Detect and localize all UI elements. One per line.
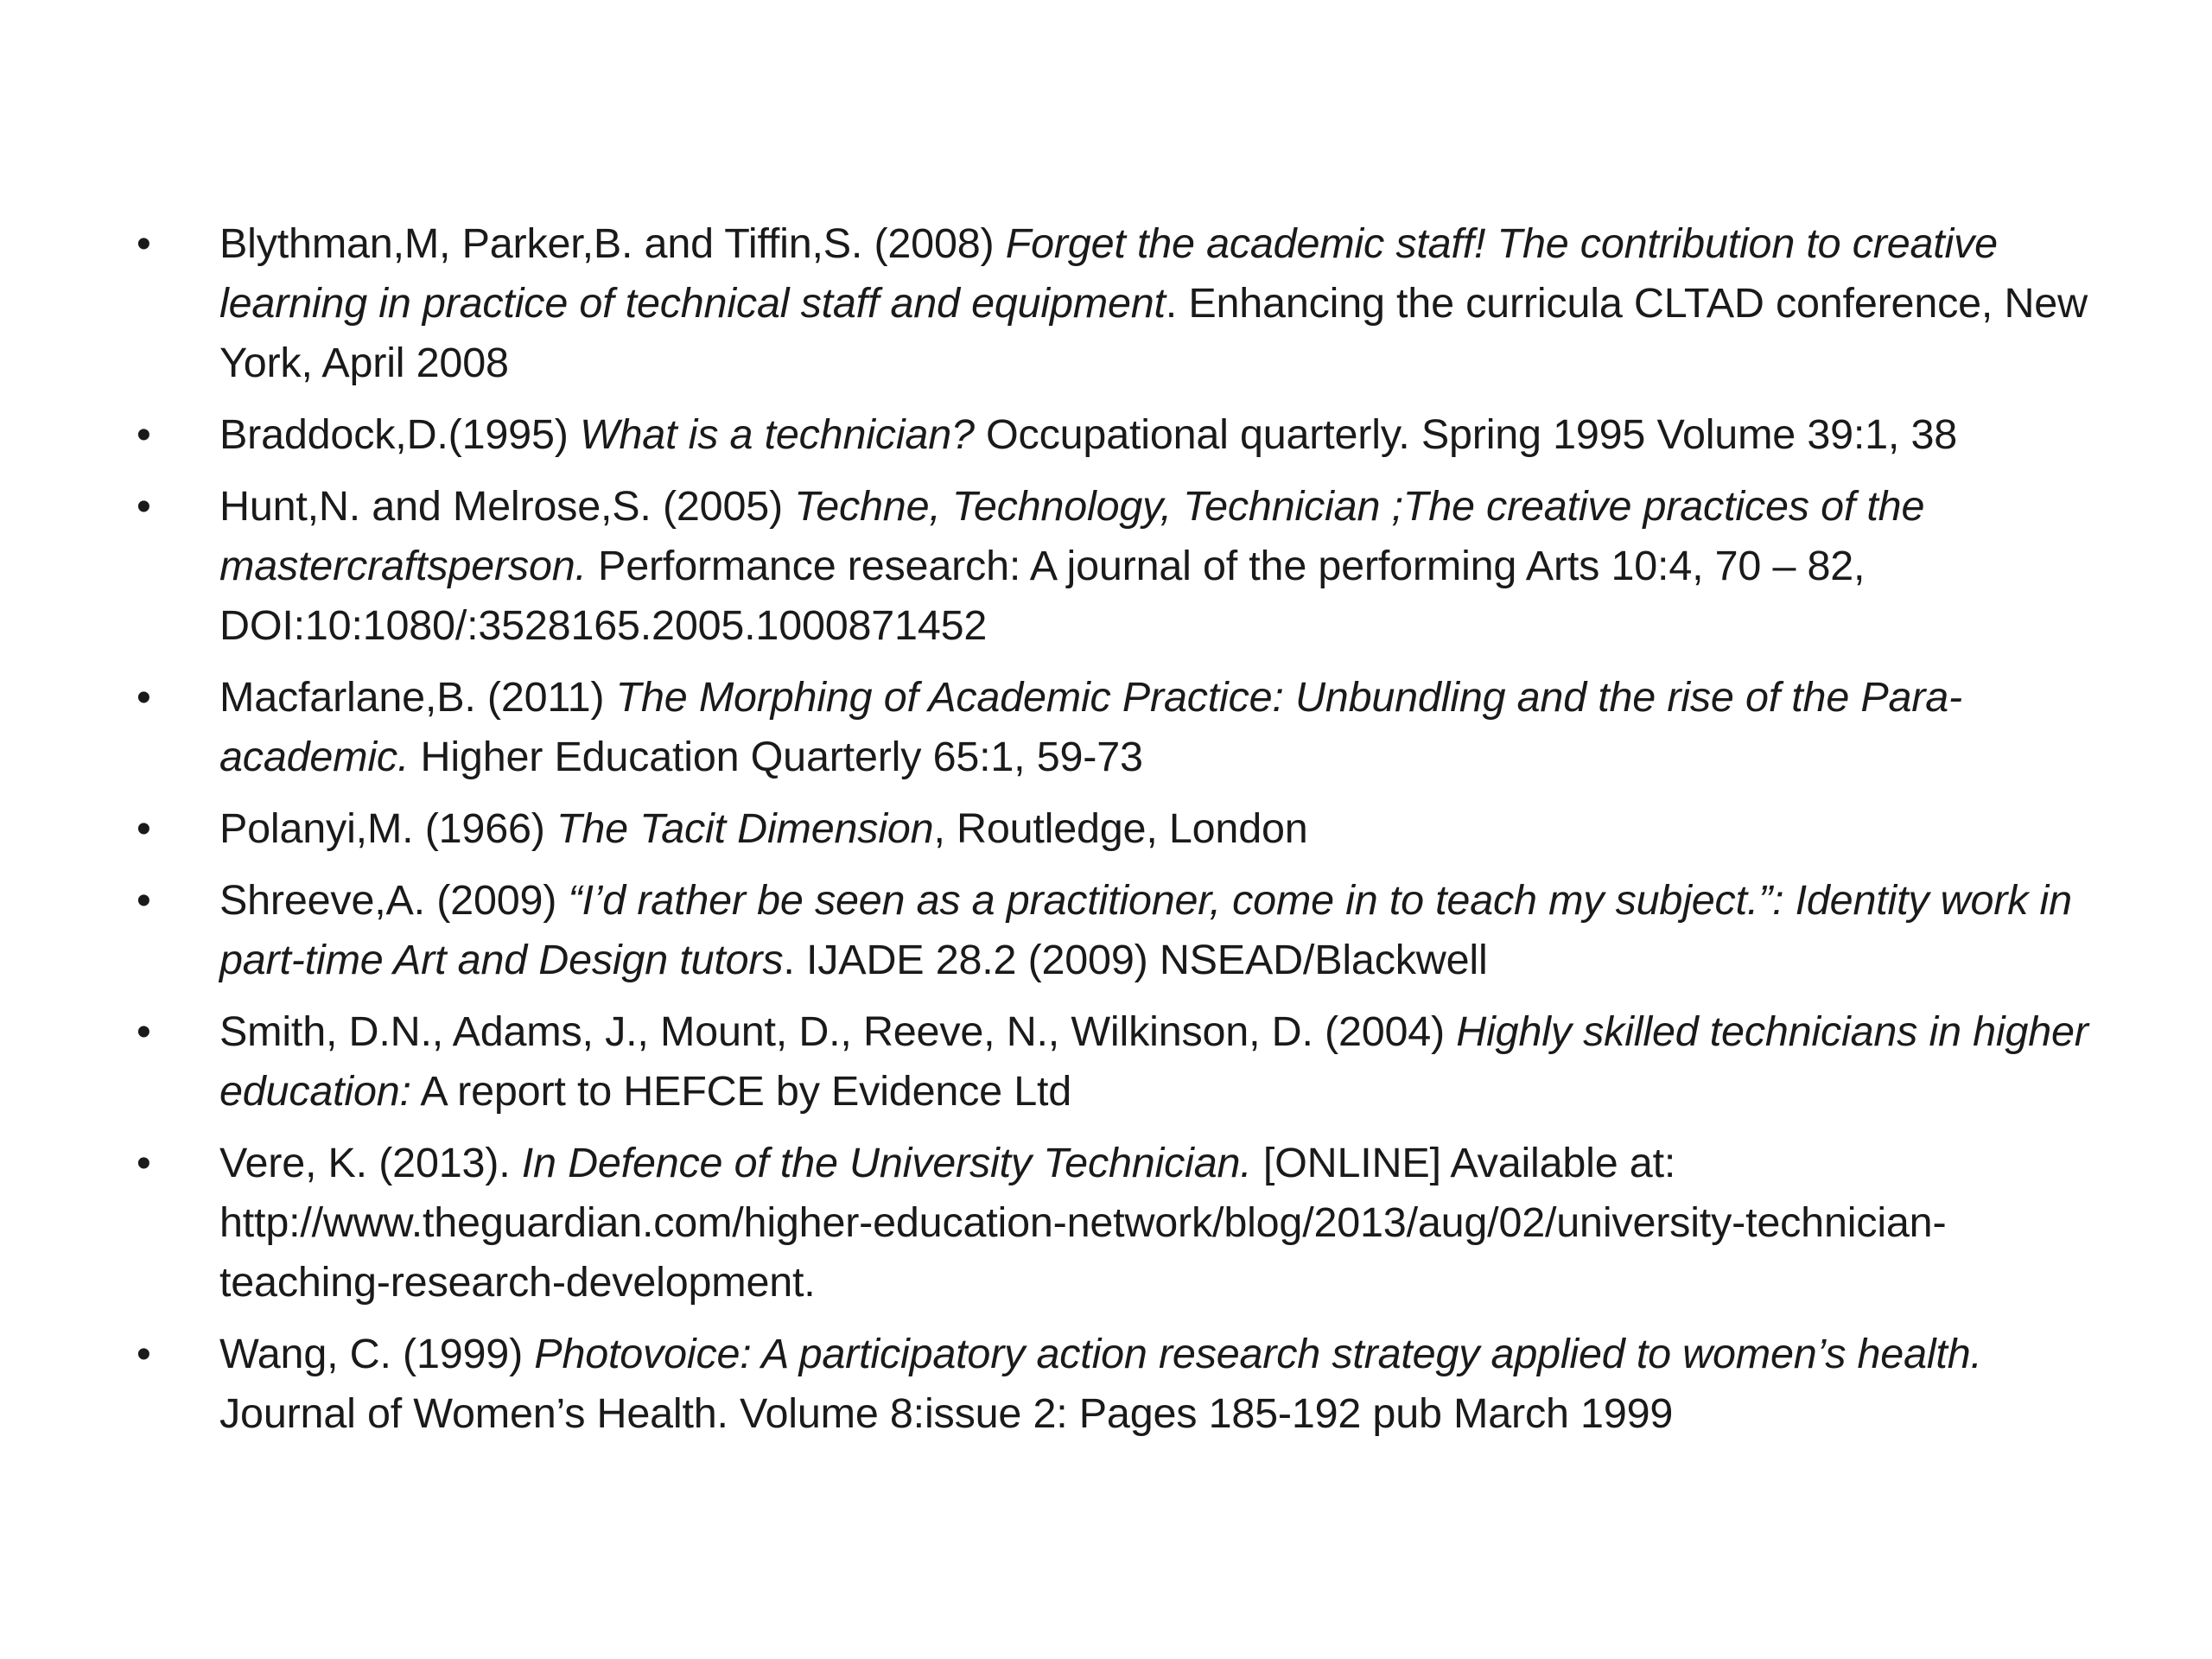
reference-item: [126, 214, 2105, 393]
reference-author: Hunt,N. and Melrose,S. (2005): [219, 483, 795, 530]
reference-source: Occupational quarterly. Spring 1995 Volume 39:1, 38: [974, 411, 1958, 458]
reference-title: Techne, Technology, Technician ;The creative practices of the mastercraftsperson.: [219, 483, 1925, 589]
reference-title: Photovoice: A participatory action research strategy applied to women’s health.: [534, 1331, 1982, 1377]
reference-title: What is a technician?: [579, 411, 975, 458]
bullet-icon: •: [137, 1141, 151, 1186]
bullet-icon: •: [137, 221, 151, 267]
reference-title: “I’d rather be seen as a practitioner, come in to teach my subject.”: Identity work in part-time Art and Design tutors: [219, 877, 2072, 983]
reference-list: [126, 214, 2105, 1456]
reference-title: The Morphing of Academic Practice: Unbundling and the rise of the Para-academic.: [219, 674, 1962, 780]
reference-author: Wang, C. (1999): [219, 1331, 535, 1377]
reference-source: . IJADE 28.2 (2009) NSEAD/Blackwell: [783, 937, 1488, 983]
reference-title: The Tacit Dimension: [556, 805, 934, 852]
bullet-icon: •: [137, 1009, 151, 1055]
reference-author: Braddock,D.(1995): [219, 411, 580, 458]
bullet-icon: •: [137, 806, 151, 852]
reference-item: [126, 1325, 2105, 1444]
reference-author: Vere, K. (2013).: [219, 1140, 522, 1186]
reference-item: [126, 1002, 2105, 1122]
reference-author: Polanyi,M. (1966): [219, 805, 556, 852]
reference-title: In Defence of the University Technician.: [521, 1140, 1252, 1186]
reference-item: [126, 405, 2105, 465]
bullet-icon: •: [137, 675, 151, 721]
reference-author: Blythman,M, Parker,B. and Tiffin,S. (2008): [219, 220, 1006, 267]
bullet-icon: •: [137, 412, 151, 458]
reference-source: Journal of Women’s Health. Volume 8:issue 2: Pages 185-192 pub March 1999: [219, 1390, 1674, 1437]
reference-author: Shreeve,A. (2009): [219, 877, 569, 924]
reference-source: , Routledge, London: [933, 805, 1308, 852]
bullet-icon: •: [137, 484, 151, 530]
reference-item: [126, 799, 2105, 859]
reference-author: Smith, D.N., Adams, J., Mount, D., Reeve, N., Wilkinson, D. (2004): [219, 1008, 1457, 1055]
reference-source: [ONLINE] Available at: http://www.theguardian.com/higher-education-network/blog/2013/aug/02/university-technician-teaching-research-development.: [219, 1140, 1947, 1306]
reference-source: Performance research: A journal of the performing Arts 10:4, 70 – 82, DOI:10:1080/:3528165.2005.1000871452: [219, 543, 1866, 649]
reference-title: Highly skilled technicians in higher education:: [219, 1008, 2088, 1115]
reference-item: [126, 668, 2105, 787]
reference-source: . Enhancing the curricula CLTAD conference, New York, April 2008: [219, 280, 2088, 386]
reference-item: [126, 1134, 2105, 1313]
reference-item: [126, 871, 2105, 990]
reference-title: Forget the academic staff! The contribution to creative learning in practice of technical staff and equipment: [219, 220, 1998, 327]
reference-author: Macfarlane,B. (2011): [219, 674, 616, 721]
bullet-icon: •: [137, 878, 151, 924]
bullet-icon: •: [137, 1332, 151, 1377]
reference-source: Higher Education Quarterly 65:1, 59-73: [409, 734, 1143, 780]
reference-item: [126, 477, 2105, 656]
reference-source: A report to HEFCE by Evidence Ltd: [410, 1068, 1072, 1115]
